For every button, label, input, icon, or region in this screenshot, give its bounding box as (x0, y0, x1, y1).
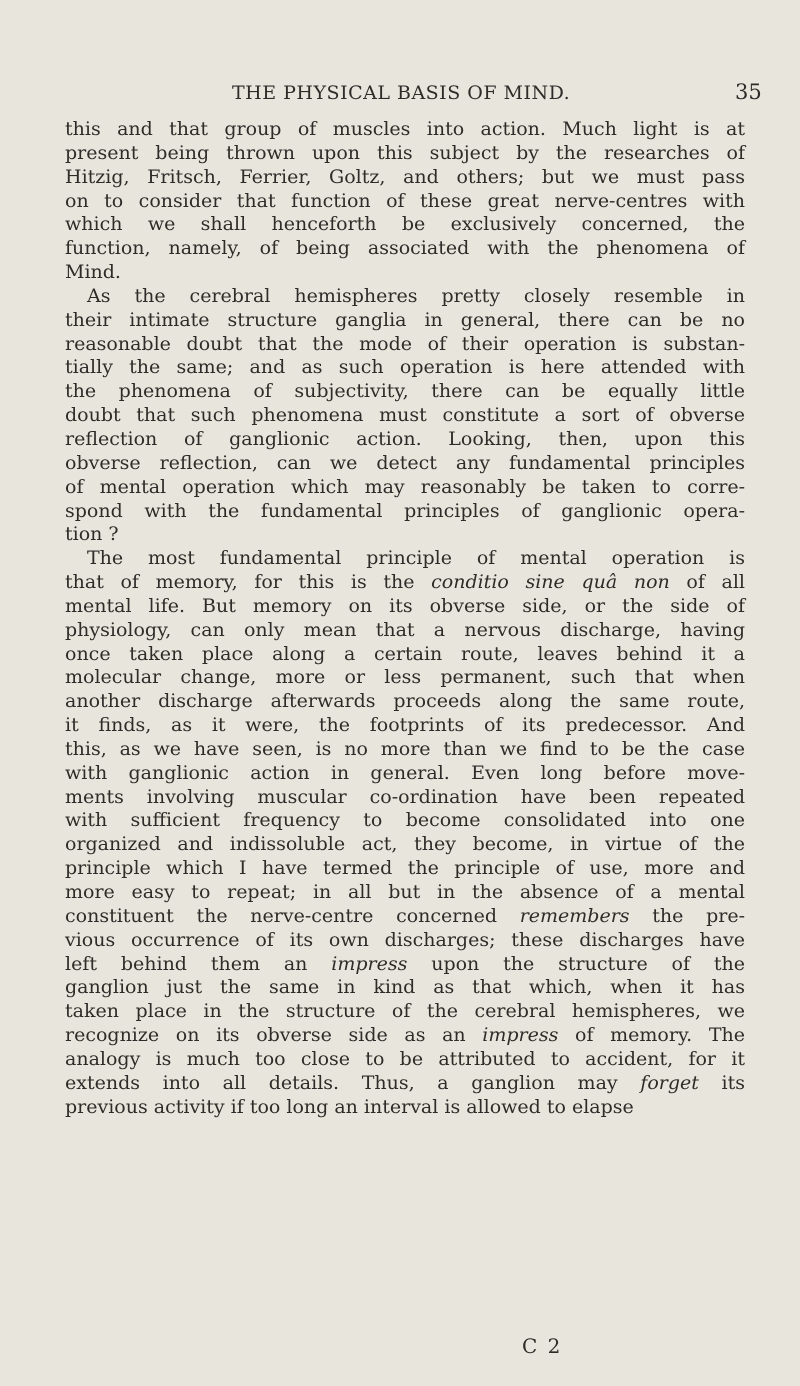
text-run: reflection of ganglionic action. Looking, then, upon this (65, 427, 745, 450)
italic-phrase: impress (331, 952, 408, 975)
text-line (65, 237, 745, 261)
text-run: which we shall henceforth be exclusively concerned, the (65, 213, 745, 236)
text-run: organized and indissoluble act, they become, in virtue of the (65, 833, 745, 856)
italic-phrase: remembers (519, 904, 630, 927)
page-number: 35 (735, 80, 762, 104)
text-line (65, 595, 745, 619)
text-run: extends into all details. Thus, a ganglion may (65, 1071, 641, 1094)
text-line (65, 809, 745, 833)
text-run: vious occurrence of its own discharges; these discharges have (65, 928, 745, 951)
text-line (65, 1000, 745, 1024)
text-line (65, 666, 745, 690)
text-line (65, 166, 745, 190)
text-run: obverse reflection, can we detect any fundamental principles (65, 451, 745, 474)
text-run: previous activity if too long an interval is allowed to elapse (65, 1095, 634, 1118)
text-run: present being thrown upon this subject by the researches of (65, 141, 745, 164)
text-run: molecular change, more or less permanent, such that when (65, 666, 745, 689)
text-line (65, 786, 745, 810)
text-line (65, 905, 745, 929)
text-run: taken place in the structure of the cerebral hemispheres, we (65, 1000, 745, 1023)
text-line (65, 404, 745, 428)
text-line (65, 1072, 745, 1096)
text-line (65, 929, 745, 953)
text-run: this and that group of muscles into action. Much light is at (65, 118, 745, 140)
text-line (65, 380, 745, 404)
text-line (65, 190, 745, 214)
text-run: its (698, 1071, 745, 1094)
body-text (65, 118, 745, 1119)
text-run: that of memory, for this is the (65, 571, 432, 594)
text-line (65, 452, 745, 476)
text-line (65, 356, 745, 380)
text-run: tially the same; and as such operation is here attended with (65, 356, 745, 379)
text-run: of memory. The (558, 1024, 745, 1047)
text-run: The most fundamental principle of mental operation is (87, 547, 745, 570)
signature-mark: C 2 (522, 1334, 563, 1358)
text-run: more easy to repeat; in all but in the absence of a mental (65, 881, 745, 903)
text-line (65, 690, 745, 714)
text-line (65, 738, 745, 762)
text-line (65, 142, 745, 166)
text-run: upon the structure of the (407, 952, 745, 975)
text-line (65, 857, 745, 881)
text-line (65, 261, 745, 285)
text-run: the pre- (629, 904, 745, 927)
running-head: THE PHYSICAL BASIS OF MIND. (232, 82, 571, 104)
text-line (65, 500, 745, 524)
text-run: doubt that such phenomena must constitute a sort of obverse (65, 404, 745, 427)
text-run: tion ? (65, 523, 119, 546)
text-line (65, 333, 745, 357)
text-run: of mental operation which may reasonably be taken to corre- (65, 475, 745, 498)
text-line (65, 881, 745, 905)
text-run: physiology, can only mean that a nervous discharge, having (65, 618, 745, 641)
text-run: their intimate structure ganglia in general, there can be no (65, 308, 745, 331)
text-run: the phenomena of subjectivity, there can be equally little (65, 380, 745, 403)
text-line (65, 762, 745, 786)
text-line (65, 285, 745, 309)
text-line (65, 476, 745, 500)
text-line (65, 1024, 745, 1048)
text-line (65, 953, 745, 977)
text-line (65, 547, 745, 571)
text-line (65, 1096, 745, 1120)
text-run: principle which I have termed the principle of use, more and (65, 857, 745, 880)
text-run: once taken place along a certain route, leaves behind it a (65, 642, 745, 665)
text-run: ments involving muscular co-ordination have been repeated (65, 785, 745, 808)
text-run: reasonable doubt that the mode of their operation is substan- (65, 332, 745, 355)
text-line (65, 309, 745, 333)
text-run: Hitzig, Fritsch, Ferrier, Goltz, and others; but we must pass (65, 165, 745, 188)
text-line (65, 833, 745, 857)
text-run: it finds, as it were, the footprints of its predecessor. And (65, 714, 745, 737)
text-run: spond with the fundamental principles of ganglionic opera- (65, 499, 745, 522)
italic-phrase: impress (482, 1024, 559, 1047)
italic-phrase: conditio sine quâ non (431, 571, 670, 594)
text-run: function, namely, of being associated with the phenomena of (65, 237, 745, 260)
text-run: ganglion just the same in kind as that which, when it has (65, 976, 745, 999)
text-run: of all (669, 571, 746, 594)
text-line (65, 714, 745, 738)
text-line (65, 428, 745, 452)
text-run: this, as we have seen, is no more than we find to be the case (65, 737, 745, 760)
text-run: on to consider that function of these great nerve-centres with (65, 189, 745, 212)
text-run: As the cerebral hemispheres pretty closely resemble in (87, 284, 745, 307)
text-run: recognize on its obverse side as an (65, 1024, 483, 1047)
text-line (65, 643, 745, 667)
text-run: left behind them an (65, 952, 332, 975)
text-line (65, 619, 745, 643)
text-line (65, 976, 745, 1000)
text-run: with sufficient frequency to become consolidated into one (65, 809, 745, 832)
text-run: another discharge afterwards proceeds along the same route, (65, 690, 745, 713)
text-line (65, 118, 745, 142)
text-run: Mind. (65, 261, 121, 284)
text-run: analogy is much too close to be attributed to accident, for it (65, 1047, 745, 1070)
text-run: with ganglionic action in general. Even long before move- (65, 761, 745, 784)
text-line (65, 213, 745, 237)
text-run: constituent the nerve-centre concerned (65, 904, 520, 927)
text-line (65, 523, 745, 547)
text-line (65, 571, 745, 595)
italic-phrase: forget (640, 1071, 699, 1094)
text-line (65, 1048, 745, 1072)
text-run: mental life. But memory on its obverse side, or the side of (65, 594, 745, 617)
